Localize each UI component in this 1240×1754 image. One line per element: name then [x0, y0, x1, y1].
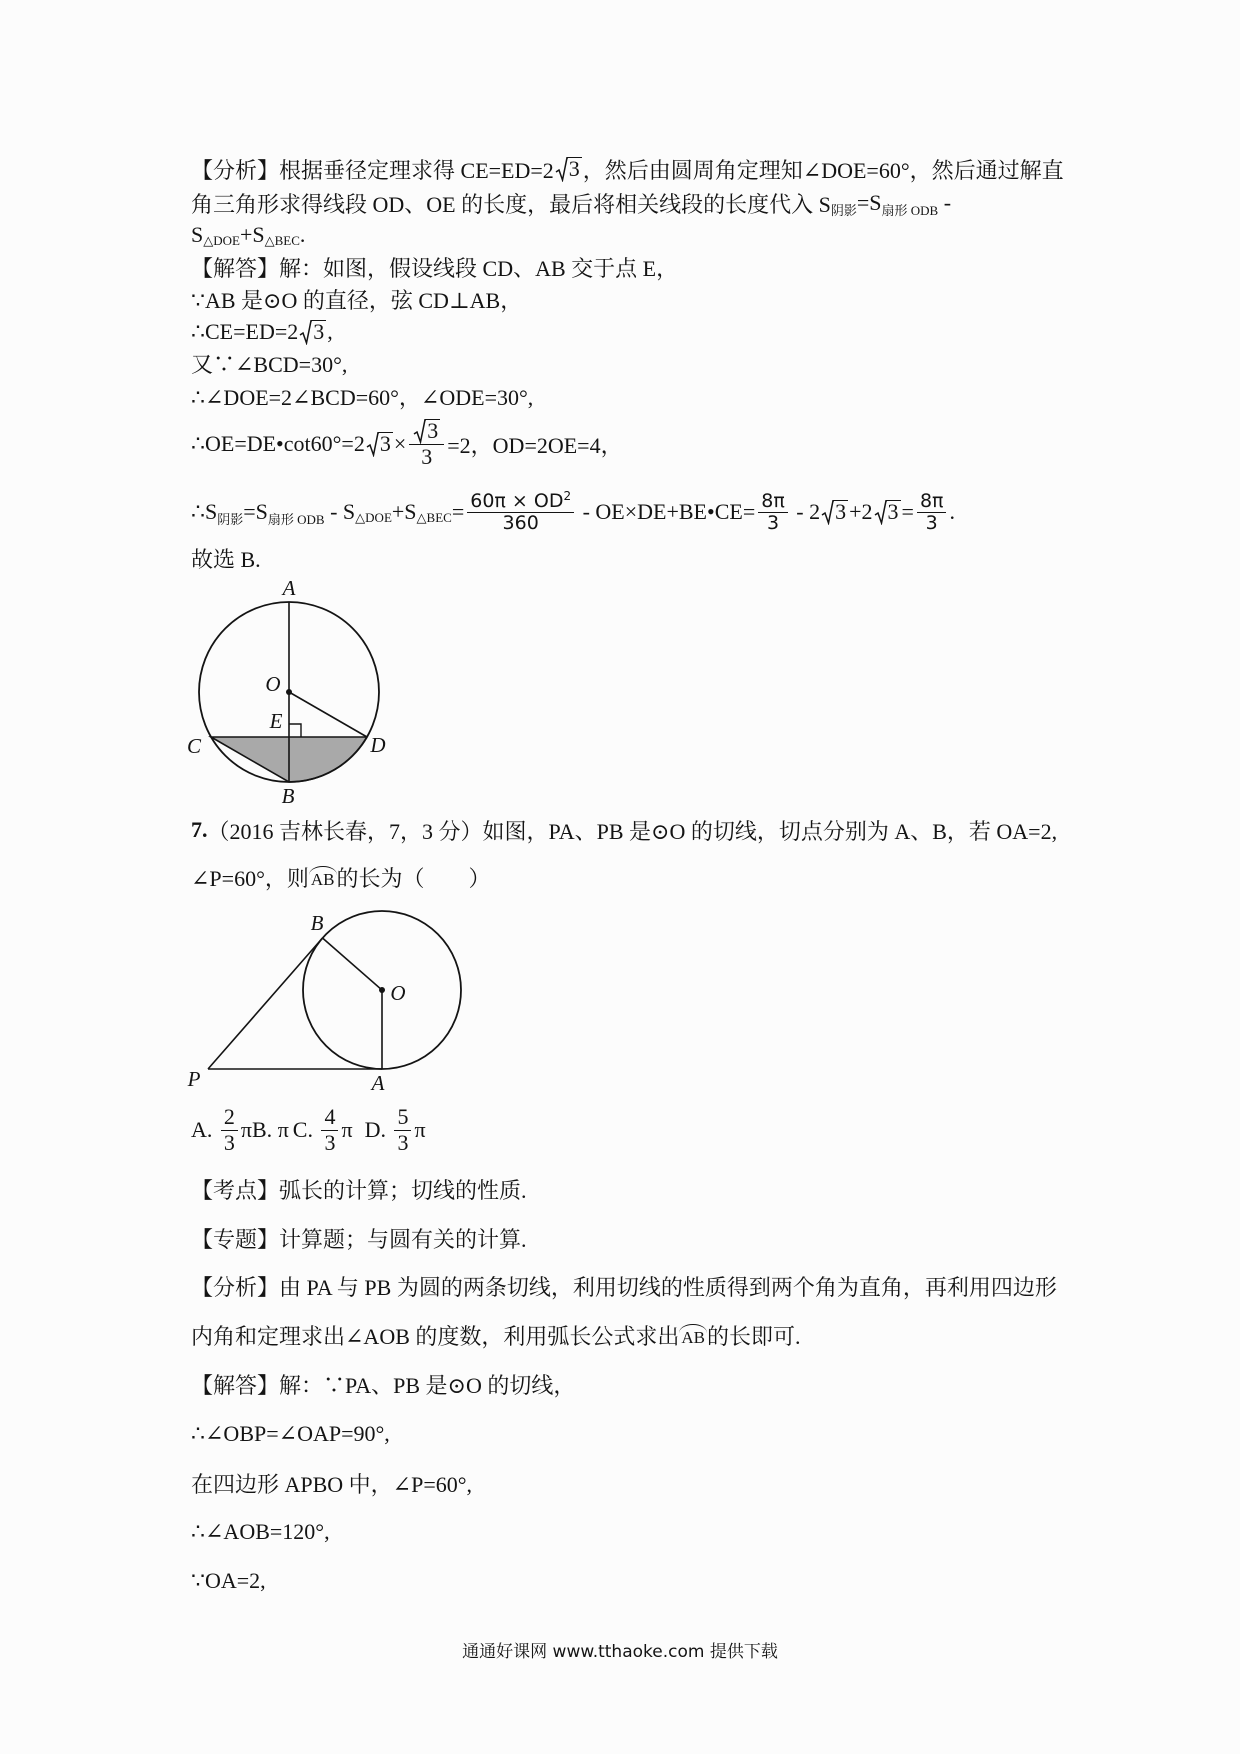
option-a-unit: π — [240, 1117, 252, 1142]
analysis-tag: 【分析】 — [191, 1274, 280, 1300]
question-text: ∠P=60°，则 — [191, 865, 309, 891]
label-p: P — [187, 1067, 201, 1091]
radical-stroke — [367, 432, 379, 454]
option-b-label: B. — [252, 1117, 278, 1142]
sqrt-expression — [555, 157, 582, 182]
numerator-text: 5 — [397, 1104, 409, 1130]
arc-label: AB — [681, 1327, 706, 1347]
q7-question-line-2 — [191, 862, 491, 892]
solution-text: =S — [243, 499, 268, 524]
fraction — [409, 419, 444, 469]
solution-text: , — [327, 319, 333, 344]
q6-solution-line-3 — [191, 317, 333, 347]
solution-text: 解：如图，假设线段 CD、AB 交于点 E， — [279, 255, 679, 281]
fraction-denominator: 3 — [766, 511, 780, 534]
analysis-text: =S — [856, 190, 882, 215]
fraction-denominator: 3 — [397, 1129, 409, 1155]
fraction-denominator: 3 — [421, 443, 433, 469]
option-c-unit: π — [341, 1117, 353, 1142]
analysis-text: 的长即可. — [707, 1323, 801, 1349]
solution-text: - S — [324, 499, 356, 524]
label-a: A — [282, 576, 296, 600]
q7-options-line — [191, 1098, 426, 1162]
analysis-text: 由 PA 与 PB 为圆的两条切线，利用切线的性质得到两个角为直角，再利用四边形 — [279, 1274, 1057, 1300]
label-o: O — [390, 981, 406, 1005]
fraction-numerator — [758, 491, 788, 513]
zhuanti-tag: 【专题】 — [191, 1226, 280, 1252]
subscript: △DOE — [203, 233, 240, 248]
subscript: 扇形 ODB — [267, 511, 325, 527]
radical-stroke — [875, 500, 887, 522]
fraction-numerator — [394, 1105, 411, 1130]
fraction-denominator: 3 — [324, 1129, 336, 1155]
solution-tag: 【解答】 — [191, 1372, 280, 1398]
solution-text: ∴∠DOE=2∠BCD=60°，∠ODE=30°, — [191, 384, 534, 410]
arc-label: AB — [310, 869, 335, 889]
q7-solution-line-1 — [191, 1369, 575, 1399]
tangent-pb — [208, 938, 323, 1069]
analysis-text: ，然后由圆周角定理知∠DOE=60°，然后通过解直 — [582, 157, 1064, 183]
subscript: △DOE — [355, 510, 392, 525]
numerator-text: 4 — [324, 1104, 336, 1130]
radical-sign-icon — [413, 419, 426, 444]
question-number: 7. — [191, 817, 208, 842]
radius-ob — [323, 938, 383, 990]
subscript: 阴影 — [217, 511, 244, 527]
q6-analysis-line-3 — [191, 220, 305, 250]
solution-text: = — [901, 499, 914, 524]
center-point — [286, 689, 292, 695]
kaodian-text: 弧长的计算；切线的性质. — [279, 1177, 527, 1203]
option-b-unit: π — [277, 1117, 289, 1142]
sqrt-expression — [821, 500, 848, 525]
subscript: 扇形 ODB — [881, 202, 939, 218]
solution-text: =2，OD=2OE=4， — [447, 432, 623, 458]
radical-stroke — [556, 157, 568, 179]
fraction-numerator — [221, 1105, 238, 1130]
right-angle-mark — [289, 724, 301, 737]
solution-text: . — [949, 499, 955, 524]
numerator-text: 60π × OD — [470, 489, 564, 512]
solution-text: ∴OE=DE•cot60°=2 — [191, 431, 365, 456]
analysis-text: 根据垂径定理求得 CE=ED=2 — [279, 157, 554, 183]
times-sign: × — [393, 431, 407, 456]
solution-text: +2 — [849, 499, 873, 524]
fraction — [917, 491, 947, 534]
solution-text: ∴CE=ED=2 — [191, 319, 299, 344]
radical-stroke — [300, 320, 312, 342]
figure-circle-chord — [180, 570, 410, 810]
q7-question-line-1 — [191, 815, 1057, 845]
question-text: 的长为（ ） — [336, 865, 491, 891]
option-a-label: A. — [191, 1117, 218, 1142]
numerator-text: 2 — [223, 1104, 235, 1130]
radicand: 3 — [887, 498, 899, 524]
solution-text: ∴∠OBP=∠OAP=90°, — [191, 1421, 390, 1446]
center-point — [379, 987, 385, 993]
analysis-text: S — [191, 222, 204, 247]
radicand: 3 — [427, 417, 439, 443]
kaodian-tag: 【考点】 — [191, 1177, 280, 1203]
solution-text: = — [451, 499, 465, 524]
q6-solution-line-7 — [191, 480, 955, 544]
page-footer: 通通好课网 www.tthaoke.com 提供下载 — [462, 1642, 778, 1662]
q7-analysis-line-1 — [191, 1271, 1057, 1301]
q7-analysis-line-2 — [191, 1320, 801, 1350]
option-c-label: C. — [292, 1117, 319, 1142]
fraction — [758, 491, 788, 534]
q7-solution-line-5 — [191, 1566, 266, 1596]
analysis-text: . — [299, 222, 306, 247]
answer-text: 故选 B. — [191, 546, 261, 572]
numerator-text: 8π — [919, 489, 944, 512]
solution-text: ∴∠AOB=120°, — [191, 1519, 330, 1544]
option-d-label: D. — [364, 1117, 392, 1142]
radical-sign-icon — [555, 157, 568, 182]
fraction-numerator — [321, 1105, 338, 1130]
fraction-denominator: 360 — [502, 511, 539, 534]
arc-notation — [309, 865, 337, 890]
sqrt-expression — [413, 419, 440, 444]
solution-text: 又∵∠BCD=30°, — [191, 351, 348, 377]
q6-solution-line-1 — [191, 252, 678, 282]
superscript: 2 — [563, 489, 572, 504]
solution-text: 解：∵PA、PB 是⊙O 的切线， — [279, 1372, 576, 1398]
solution-text: - OE×DE+BE•CE= — [577, 499, 756, 524]
radical-stroke — [414, 420, 426, 442]
arc-notation — [679, 1323, 707, 1348]
analysis-text: 内角和定理求出∠AOB 的度数，利用弧长公式求出 — [191, 1323, 680, 1349]
fraction — [321, 1105, 338, 1154]
sqrt-expression — [299, 320, 326, 345]
radicand: 3 — [835, 498, 847, 524]
solution-text: 在四边形 APBO 中，∠P=60°, — [191, 1471, 473, 1497]
fraction-denominator: 3 — [223, 1129, 235, 1155]
radicand: 3 — [568, 155, 580, 181]
radicand: 3 — [313, 318, 325, 344]
label-e: E — [269, 709, 283, 733]
fraction-numerator — [917, 491, 947, 513]
label-c: C — [186, 734, 202, 758]
q7-zhuanti-line — [191, 1223, 527, 1253]
subscript: △BEC — [416, 510, 452, 525]
analysis-text: +S — [239, 222, 265, 247]
fraction — [221, 1105, 238, 1154]
q6-analysis-line-1 — [191, 154, 1064, 184]
radicand: 3 — [379, 430, 391, 456]
q6-solution-line-6 — [191, 412, 623, 476]
analysis-tag: 【分析】 — [191, 157, 280, 183]
q6-answer-line — [191, 543, 261, 573]
label-b: B — [310, 911, 324, 935]
option-d-unit: π — [414, 1117, 426, 1142]
figure-tangent-lines — [180, 900, 480, 1100]
solution-text: ∵OA=2, — [191, 1568, 266, 1593]
fraction-numerator — [409, 419, 444, 445]
fraction — [394, 1105, 411, 1154]
subscript: △BEC — [264, 233, 300, 248]
label-o: O — [265, 672, 281, 696]
fraction-numerator — [467, 491, 574, 513]
solution-tag: 【解答】 — [191, 255, 280, 281]
q7-kaodian-line — [191, 1174, 527, 1204]
solution-text: - 2 — [790, 499, 821, 524]
radical-stroke — [822, 500, 834, 522]
q7-solution-line-2 — [191, 1419, 390, 1449]
subscript: 阴影 — [830, 202, 857, 218]
label-a: A — [371, 1071, 385, 1095]
fraction — [467, 491, 574, 534]
radical-sign-icon — [366, 432, 379, 457]
sqrt-expression — [366, 432, 393, 457]
analysis-text: - — [938, 190, 952, 215]
analysis-text: 角三角形求得线段 OD、OE 的长度，最后将相关线段的长度代入 S — [191, 191, 831, 217]
q6-solution-line-5 — [191, 381, 533, 411]
zhuanti-text: 计算题；与圆有关的计算. — [279, 1226, 527, 1252]
q7-solution-line-4 — [191, 1517, 330, 1547]
q6-solution-line-2 — [191, 284, 522, 314]
solution-text: ∴S — [191, 499, 218, 524]
solution-text: +S — [391, 499, 417, 524]
radical-sign-icon — [874, 500, 887, 525]
q7-solution-line-3 — [191, 1468, 472, 1498]
fraction-denominator: 3 — [925, 511, 938, 534]
radical-sign-icon — [821, 500, 834, 525]
radical-sign-icon — [299, 320, 312, 345]
label-d: D — [370, 733, 386, 757]
label-b: B — [281, 784, 295, 808]
sqrt-expression — [874, 500, 901, 525]
q6-solution-line-4 — [191, 348, 347, 378]
question-text: （2016 吉林长春，7，3 分）如图，PA、PB 是⊙O 的切线，切点分别为 A、B，若 OA=2, — [207, 818, 1058, 844]
solution-text: ∵AB 是⊙O 的直径，弦 CD⊥AB， — [191, 287, 523, 313]
numerator-text: 8π — [761, 489, 785, 512]
q6-analysis-line-2 — [191, 188, 951, 218]
